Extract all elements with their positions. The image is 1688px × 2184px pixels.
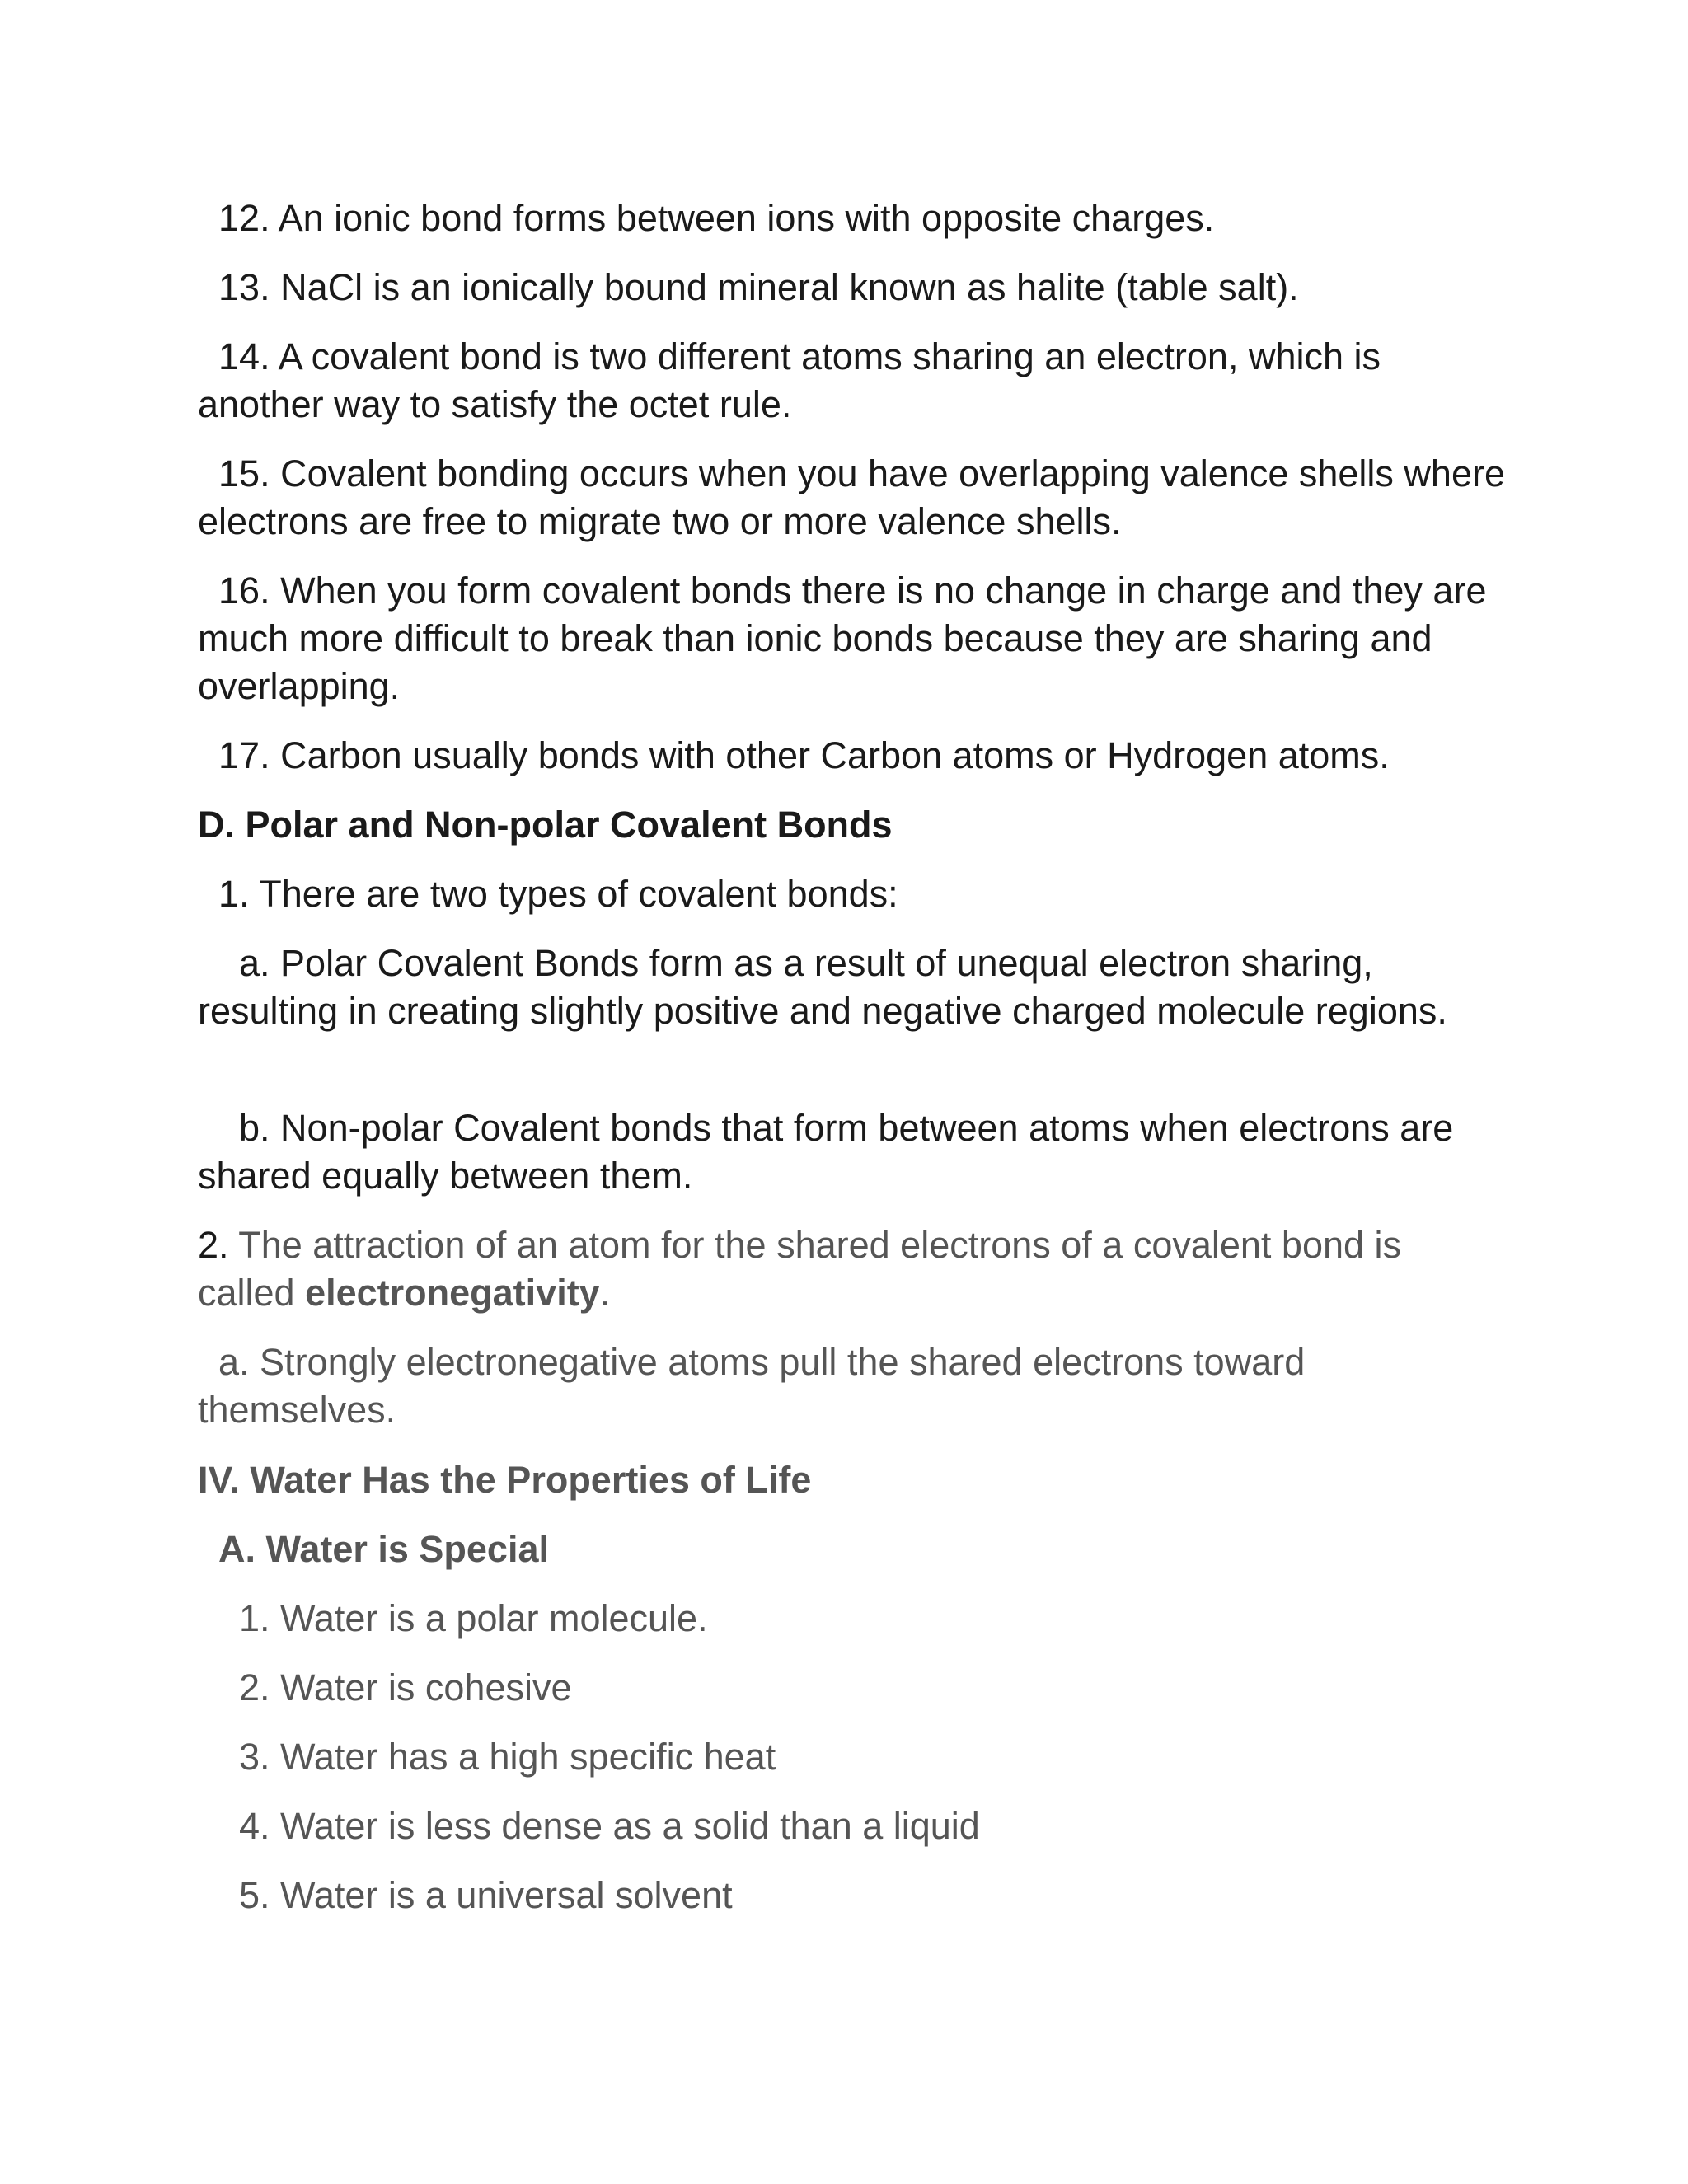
water-point-4: 4. Water is less dense as a solid than a liquid	[198, 1805, 980, 1847]
water-point-2: 2. Water is cohesive	[198, 1666, 572, 1708]
section-iv-subheading: A. Water is Special	[198, 1528, 549, 1570]
item-2-end: .	[599, 1272, 611, 1314]
water-point-3: 3. Water has a high specific heat	[198, 1736, 776, 1778]
item-13: 13. NaCl is an ionically bound mineral known as halite (table salt).	[198, 266, 1299, 308]
section-d-item-2	[198, 1221, 1508, 1317]
item-14: 14. A covalent bond is two different atoms sharing an electron, which is another way to satisfy the octet rule.	[198, 335, 1391, 425]
section-d-item-1b: b. Non-polar Covalent bonds that form between atoms when electrons are shared equally between them.	[198, 1107, 1464, 1197]
item-16: 16. When you form covalent bonds there is no change in charge and they are much more difficult to break than ionic bonds because they are sharing and overlapping.	[198, 569, 1497, 707]
item-2-term: electronegativity	[305, 1272, 600, 1314]
section-d-heading: D. Polar and Non-polar Covalent Bonds	[198, 804, 893, 846]
item-2-number: 2.	[198, 1224, 229, 1266]
water-point-5: 5. Water is a universal solvent	[198, 1874, 733, 1916]
item-17: 17. Carbon usually bonds with other Carbon atoms or Hydrogen atoms.	[198, 734, 1390, 776]
water-point-1: 1. Water is a polar molecule.	[198, 1597, 708, 1639]
item-12: 12. An ionic bond forms between ions with opposite charges.	[198, 197, 1215, 239]
section-iv-heading: IV. Water Has the Properties of Life	[198, 1459, 812, 1501]
item-2-text: The attraction of an atom for the shared electrons of a covalent bond is called	[198, 1224, 1412, 1314]
section-d-item-1: 1. There are two types of covalent bonds:	[198, 873, 898, 915]
section-d-item-1a: a. Polar Covalent Bonds form as a result of unequal electron sharing, resulting in creating slightly positive and negative charged molecule regions.	[198, 942, 1447, 1032]
item-15: 15. Covalent bonding occurs when you have overlapping valence shells where electrons are free to migrate two or more valence shells.	[198, 452, 1516, 542]
section-d-item-2a: a. Strongly electronegative atoms pull the shared electrons toward themselves.	[198, 1341, 1315, 1431]
